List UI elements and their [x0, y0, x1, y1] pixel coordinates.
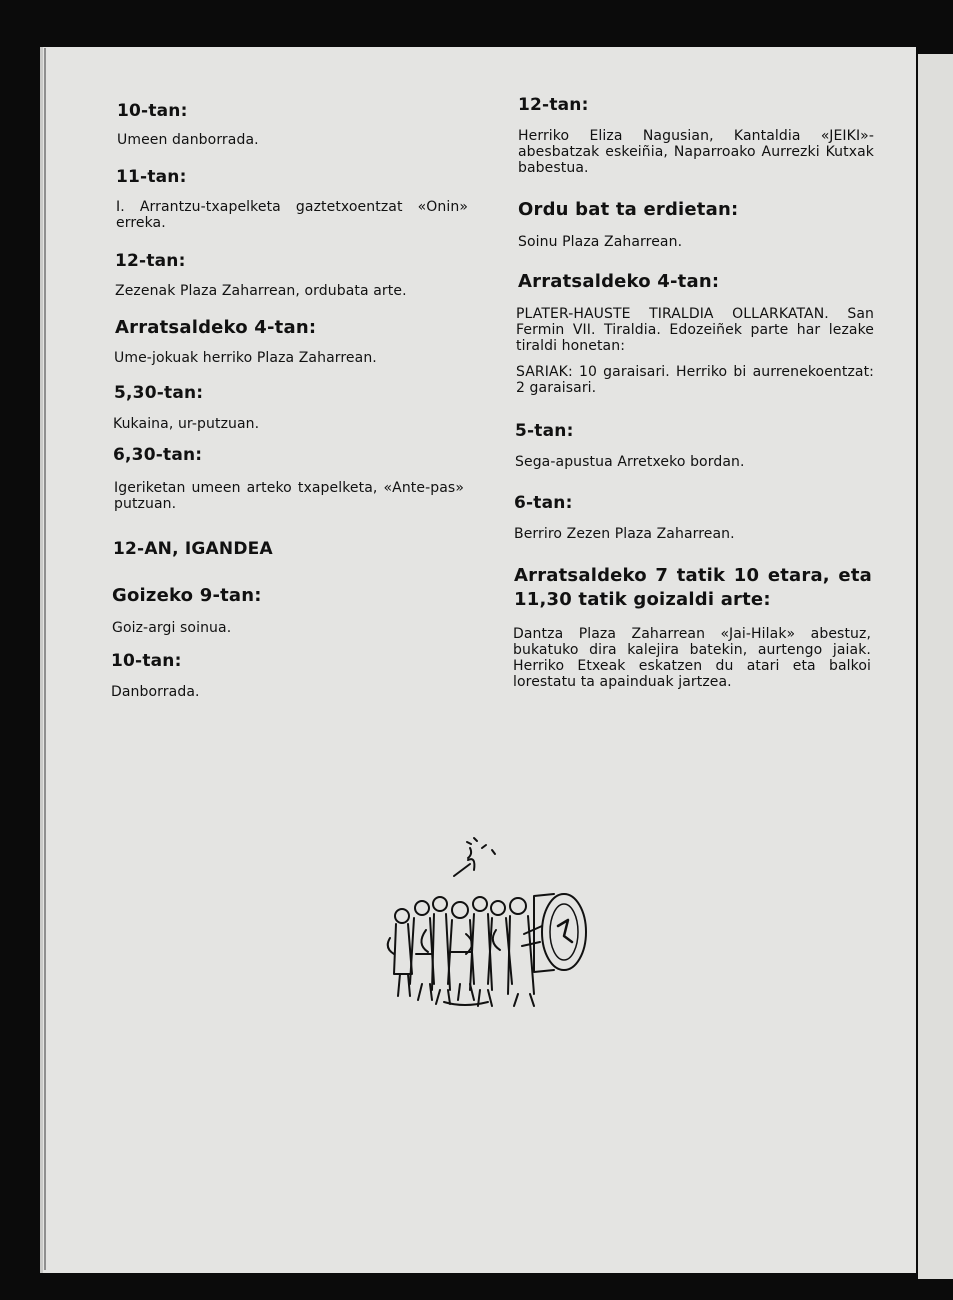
schedule-entry-text [114, 480, 464, 512]
schedule-entry-text [116, 199, 468, 231]
schedule-entry-text [514, 234, 876, 250]
right-column [514, 92, 876, 712]
entry-heading: 6-tan: [514, 493, 573, 513]
schedule-entry-text [111, 132, 471, 148]
entry-text: Danborrada. [111, 684, 200, 700]
schedule-entry-text [111, 416, 471, 432]
page-binding-edge [44, 48, 46, 1270]
schedule-entry-text [111, 350, 471, 366]
entry-heading: 5-tan: [515, 421, 574, 441]
entry-heading: 10-tan: [111, 651, 182, 671]
schedule-entry [111, 650, 471, 672]
entry-text: I. Arrantzu-txapelketa gaztetxoentzat «Onin» erreka. [116, 199, 468, 231]
schedule-entry [111, 584, 471, 608]
entry-heading: Arratsaldeko 7 tatik 10 etara, eta 11,30 tatik goizaldi arte: [514, 565, 872, 610]
entry-text: Soinu Plaza Zaharrean. [518, 234, 683, 250]
day-title: 12-AN, IGANDEA [113, 539, 273, 559]
entry-text: Herriko Eliza Nagusian, Kantaldia «JEIKI»-abesbatzak eskeiñia, Naparroako Aurrezki Kutxak babestua. [518, 128, 874, 176]
adjacent-page-edge [918, 54, 953, 1279]
schedule-entry [514, 420, 876, 442]
entry-text: Igeriketan umeen arteko txapelketa, «Ante-pas» putzuan. [114, 480, 464, 512]
entry-text: Sega-apustua Arretxeko bordan. [515, 454, 745, 470]
schedule-entry-text [111, 684, 471, 700]
schedule-entry [514, 270, 876, 294]
schedule-entry-text [513, 626, 871, 690]
entry-heading: 12-tan: [518, 95, 589, 115]
entry-text: PLATER-HAUSTE TIRALDIA OLLARKATAN. San Fermin VII. Tiraldia. Edozeiñek parte har lezake tiraldi honetan: [516, 306, 874, 354]
entry-heading: 5,30-tan: [114, 383, 204, 403]
entry-heading: Goizeko 9-tan: [112, 585, 262, 606]
entry-text: Goiz-argi soinua. [112, 620, 232, 636]
schedule-entry-text [516, 306, 874, 354]
brass-band-drawing-icon [384, 834, 596, 1010]
schedule-entry [514, 564, 872, 612]
schedule-entry-text [516, 364, 874, 396]
schedule-entry [111, 444, 471, 466]
entry-text: Berriro Zezen Plaza Zaharrean. [514, 526, 735, 542]
entry-text: Ume-jokuak herriko Plaza Zaharrean. [114, 350, 377, 366]
entry-heading: Arratsaldeko 4-tan: [518, 271, 720, 292]
schedule-entry [111, 166, 471, 188]
entry-heading: 12-tan: [115, 251, 186, 271]
entry-text: Umeen danborrada. [117, 132, 259, 148]
schedule-entry-text [514, 454, 876, 470]
entry-heading: Arratsaldeko 4-tan: [115, 317, 317, 338]
schedule-entry [111, 100, 471, 122]
entry-heading: 11-tan: [116, 167, 187, 187]
schedule-entry [111, 382, 471, 404]
entry-heading: 6,30-tan: [113, 445, 203, 465]
schedule-entry [111, 316, 471, 340]
entry-heading: 10-tan: [117, 101, 188, 121]
schedule-entry [514, 94, 876, 116]
schedule-entry-text [111, 620, 471, 636]
entry-text-prizes: SARIAK: 10 garaisari. Herriko bi aurrenekoentzat: 2 garaisari. [516, 364, 874, 396]
schedule-entry-text [111, 283, 471, 299]
schedule-entry-text [518, 128, 874, 176]
day-heading [111, 538, 471, 560]
schedule-entry-text [514, 526, 876, 542]
schedule-entry [514, 198, 876, 222]
entry-text: Zezenak Plaza Zaharrean, ordubata arte. [115, 283, 407, 299]
schedule-entry [514, 492, 876, 514]
entry-heading: Ordu bat ta erdietan: [518, 199, 739, 220]
entry-text: Kukaina, ur-putzuan. [113, 416, 260, 432]
entry-text: Dantza Plaza Zaharrean «Jai-Hilak» abestuz, bukatuko dira kalejira batekin, aurtengo jaiak. Herriko Etxeak eskatzen du atari eta balkoi lorestatu ta apainduak jartzea. [513, 626, 871, 690]
left-column [111, 96, 471, 716]
schedule-entry [111, 250, 471, 272]
